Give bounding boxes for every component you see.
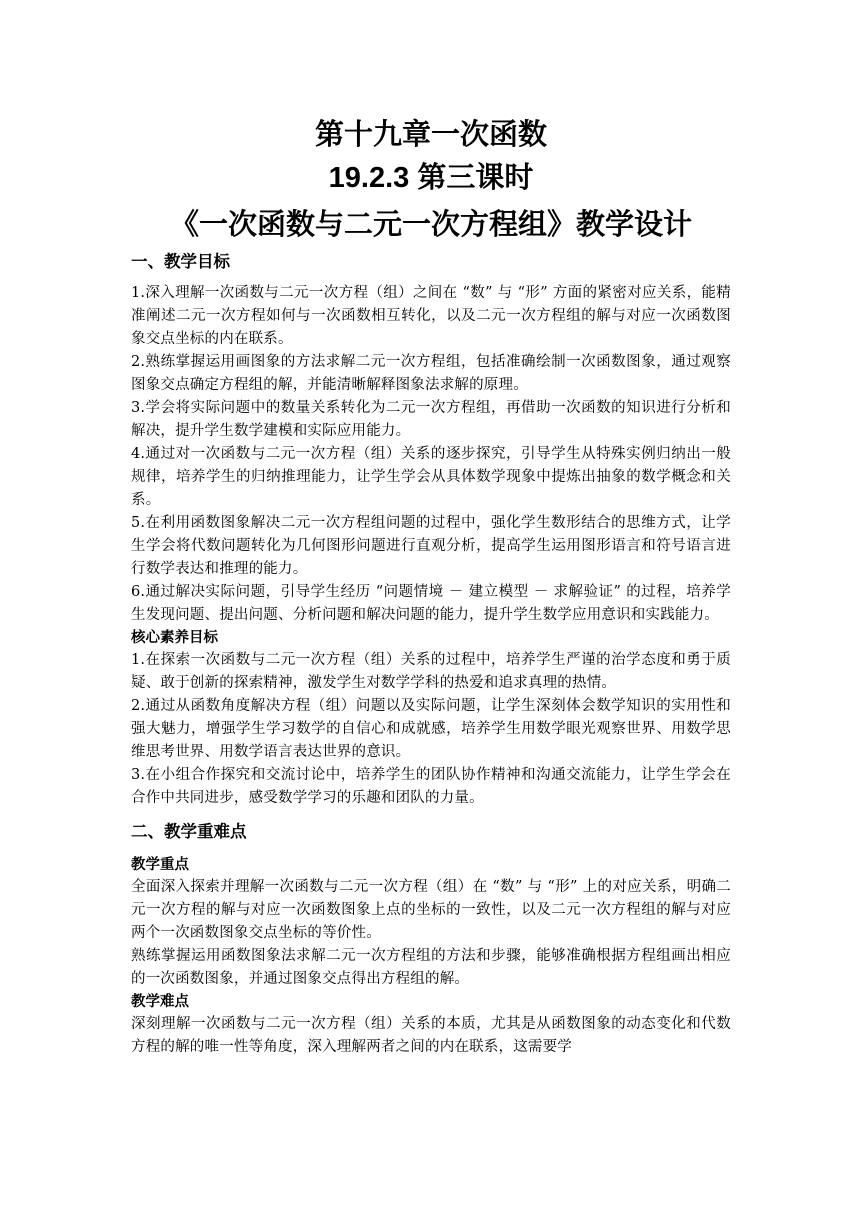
- core-competency-heading: 核心素养目标: [131, 630, 218, 646]
- difficulty-heading: 教学难点: [131, 994, 189, 1010]
- difficulty-list: [131, 1013, 731, 1059]
- objective-item: 1.深入理解一次函数与二元一次方程（组）之间在 “数” 与 “形” 方面的紧密对应关系，能精准阐述二元一次方程如何与一次函数相互转化，以及二元一次方程组的解与对应一次函数图象交点坐标的内在联系。: [131, 285, 731, 347]
- document-content: [131, 108, 731, 1059]
- objective-item: 5.在利用函数图象解决二元一次方程组问题的过程中，强化学生数形结合的思维方式，让学生学会将代数问题转化为几何图形问题进行直观分析，提高学生运用图形语言和符号语言进行数学表达和推理的能力。: [131, 515, 731, 577]
- lesson-title: 《一次函数与二元一次方程组》教学设计: [169, 207, 692, 241]
- objectives-list: [131, 282, 731, 627]
- chapter-title: 第十九章一次函数: [314, 117, 547, 151]
- core-competency-item: 2.通过从函数角度解决方程（组）问题以及实际问题，让学生深刻体会数学知识的实用性和强大魅力，增强学生学习数学的自信心和成就感，培养学生用数学眼光观察世界、用数学思维思考世界、用数学语言表达世界的意识。: [131, 698, 731, 760]
- difficulty-item: 深刻理解一次函数与二元一次方程（组）关系的本质，尤其是从函数图象的动态变化和代数方程的解的唯一性等角度，深入理解两者之间的内在联系，这需要学: [131, 1016, 731, 1055]
- objective-item: 4.通过对一次函数与二元一次方程（组）关系的逐步探究，引导学生从特殊实例归纳出一般规律，培养学生的归纳推理能力，让学生学会从具体数学现象中提炼出抽象的数学概念和关系。: [131, 446, 731, 508]
- core-competency-item: 3.在小组合作探究和交流讨论中，培养学生的团队协作精神和沟通交流能力，让学生学会在合作中共同进步，感受数学学习的乐趣和团队的力量。: [131, 767, 731, 806]
- section-heading-objectives: 一、教学目标: [131, 252, 230, 271]
- objective-item: 6.通过解决实际问题，引导学生经历 “问题情境 － 建立模型 － 求解验证” 的过程，培养学生发现问题、提出问题、分析问题和解决问题的能力，提升学生数学应用意识和实践能力。: [131, 584, 731, 623]
- objective-item: 2.熟练掌握运用画图象的方法求解二元一次方程组，包括准确绘制一次函数图象，通过观察图象交点确定方程组的解，并能清晰解释图象法求解的原理。: [131, 354, 731, 393]
- key-point-item: 全面深入探索并理解一次函数与二元一次方程（组）在 “数” 与 “形” 上的对应关系，明确二元一次方程的解与对应一次函数图象上点的坐标的一致性，以及二元一次方程组的解与对应两个一次函数图象交点坐标的等价性。: [131, 879, 731, 941]
- section-heading-key-points: 二、教学重难点: [131, 822, 247, 841]
- key-points-heading: 教学重点: [131, 857, 189, 873]
- key-point-item: 熟练掌握运用函数图象法求解二元一次方程组的方法和步骤，能够准确根据方程组画出相应的一次函数图象，并通过图象交点得出方程组的解。: [131, 948, 731, 987]
- lesson-number: 19.2.3 第三课时: [328, 162, 534, 194]
- title-block: [131, 112, 731, 246]
- key-points-list: [131, 876, 731, 991]
- core-competency-item: 1.在探索一次函数与二元一次方程（组）关系的过程中，培养学生严谨的治学态度和勇于质疑、敢于创新的探索精神，激发学生对数学学科的热爱和追求真理的热情。: [131, 652, 731, 691]
- core-competency-list: [131, 649, 731, 810]
- objective-item: 3.学会将实际问题中的数量关系转化为二元一次方程组，再借助一次函数的知识进行分析和解决，提升学生数学建模和实际应用能力。: [131, 400, 731, 439]
